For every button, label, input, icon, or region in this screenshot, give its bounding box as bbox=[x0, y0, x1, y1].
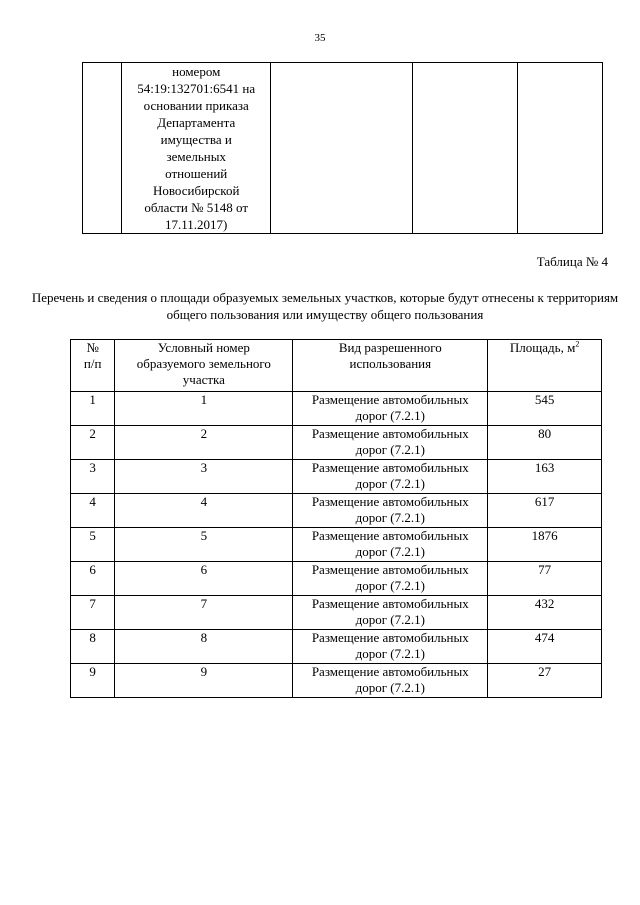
cell-area: 617 bbox=[488, 494, 602, 528]
header-num bbox=[71, 340, 115, 392]
cell-area: 27 bbox=[488, 664, 602, 698]
plots-table bbox=[70, 339, 602, 698]
table-row bbox=[71, 630, 602, 664]
cell-area: 1876 bbox=[488, 528, 602, 562]
header-cond-number-text: Условный номер образуемого земельного участка bbox=[136, 340, 271, 387]
table-row bbox=[71, 664, 602, 698]
cell-num: 2 bbox=[71, 426, 115, 460]
table-cell bbox=[83, 63, 122, 234]
table-cell bbox=[517, 63, 602, 234]
cell-cond-number: 2 bbox=[115, 426, 293, 460]
cell-cond-number: 6 bbox=[115, 562, 293, 596]
continuation-text: номером 54:19:132701:6541 на основании приказа Департамента имущества и земельных отношений Новосибирской области № 5148 от 17.11.2017) bbox=[137, 64, 256, 232]
continuation-text-cell bbox=[122, 63, 271, 234]
table-title: Перечень и сведения о площади образуемых земельных участков, которые будут отнесены к территориям общего пользования или имуществу общего пользования bbox=[31, 290, 619, 322]
cell-area: 545 bbox=[488, 392, 602, 426]
continuation-table bbox=[82, 62, 603, 234]
header-area-text: Площадь, м bbox=[509, 340, 576, 355]
cell-area: 163 bbox=[488, 460, 602, 494]
cell-cond-number: 5 bbox=[115, 528, 293, 562]
header-area-superscript: 2 bbox=[575, 339, 580, 349]
table-row bbox=[71, 596, 602, 630]
cell-num: 8 bbox=[71, 630, 115, 664]
table-row bbox=[71, 528, 602, 562]
table-row bbox=[71, 562, 602, 596]
cell-num: 7 bbox=[71, 596, 115, 630]
cell-cond-number: 4 bbox=[115, 494, 293, 528]
table-row bbox=[83, 63, 603, 234]
cell-num: 3 bbox=[71, 460, 115, 494]
cell-permitted-use: Размещение автомобильных дорог (7.2.1) bbox=[293, 426, 488, 460]
table-row bbox=[71, 460, 602, 494]
cell-permitted-use: Размещение автомобильных дорог (7.2.1) bbox=[293, 664, 488, 698]
header-permitted-use-text: Вид разрешенного использования bbox=[338, 340, 442, 371]
cell-cond-number: 9 bbox=[115, 664, 293, 698]
cell-area: 77 bbox=[488, 562, 602, 596]
table-row bbox=[71, 392, 602, 426]
cell-cond-number: 3 bbox=[115, 460, 293, 494]
cell-num: 9 bbox=[71, 664, 115, 698]
table-row bbox=[71, 426, 602, 460]
table-cell bbox=[412, 63, 517, 234]
cell-permitted-use: Размещение автомобильных дорог (7.2.1) bbox=[293, 596, 488, 630]
page-number: 35 bbox=[314, 32, 326, 44]
cell-num: 1 bbox=[71, 392, 115, 426]
cell-num: 4 bbox=[71, 494, 115, 528]
cell-cond-number: 1 bbox=[115, 392, 293, 426]
cell-permitted-use: Размещение автомобильных дорог (7.2.1) bbox=[293, 494, 488, 528]
cell-area: 80 bbox=[488, 426, 602, 460]
table-caption: Таблица № 4 bbox=[536, 254, 608, 269]
cell-permitted-use: Размещение автомобильных дорог (7.2.1) bbox=[293, 392, 488, 426]
header-area bbox=[488, 340, 602, 392]
cell-num: 5 bbox=[71, 528, 115, 562]
header-cond-number bbox=[115, 340, 293, 392]
cell-permitted-use: Размещение автомобильных дорог (7.2.1) bbox=[293, 630, 488, 664]
cell-num: 6 bbox=[71, 562, 115, 596]
cell-permitted-use: Размещение автомобильных дорог (7.2.1) bbox=[293, 460, 488, 494]
table-row bbox=[71, 494, 602, 528]
cell-permitted-use: Размещение автомобильных дорог (7.2.1) bbox=[293, 562, 488, 596]
header-num-text: № п/п bbox=[83, 340, 102, 371]
cell-area: 432 bbox=[488, 596, 602, 630]
cell-cond-number: 7 bbox=[115, 596, 293, 630]
table-header-row bbox=[71, 340, 602, 392]
cell-area: 474 bbox=[488, 630, 602, 664]
table-cell bbox=[271, 63, 412, 234]
cell-permitted-use: Размещение автомобильных дорог (7.2.1) bbox=[293, 528, 488, 562]
cell-cond-number: 8 bbox=[115, 630, 293, 664]
header-permitted-use bbox=[293, 340, 488, 392]
